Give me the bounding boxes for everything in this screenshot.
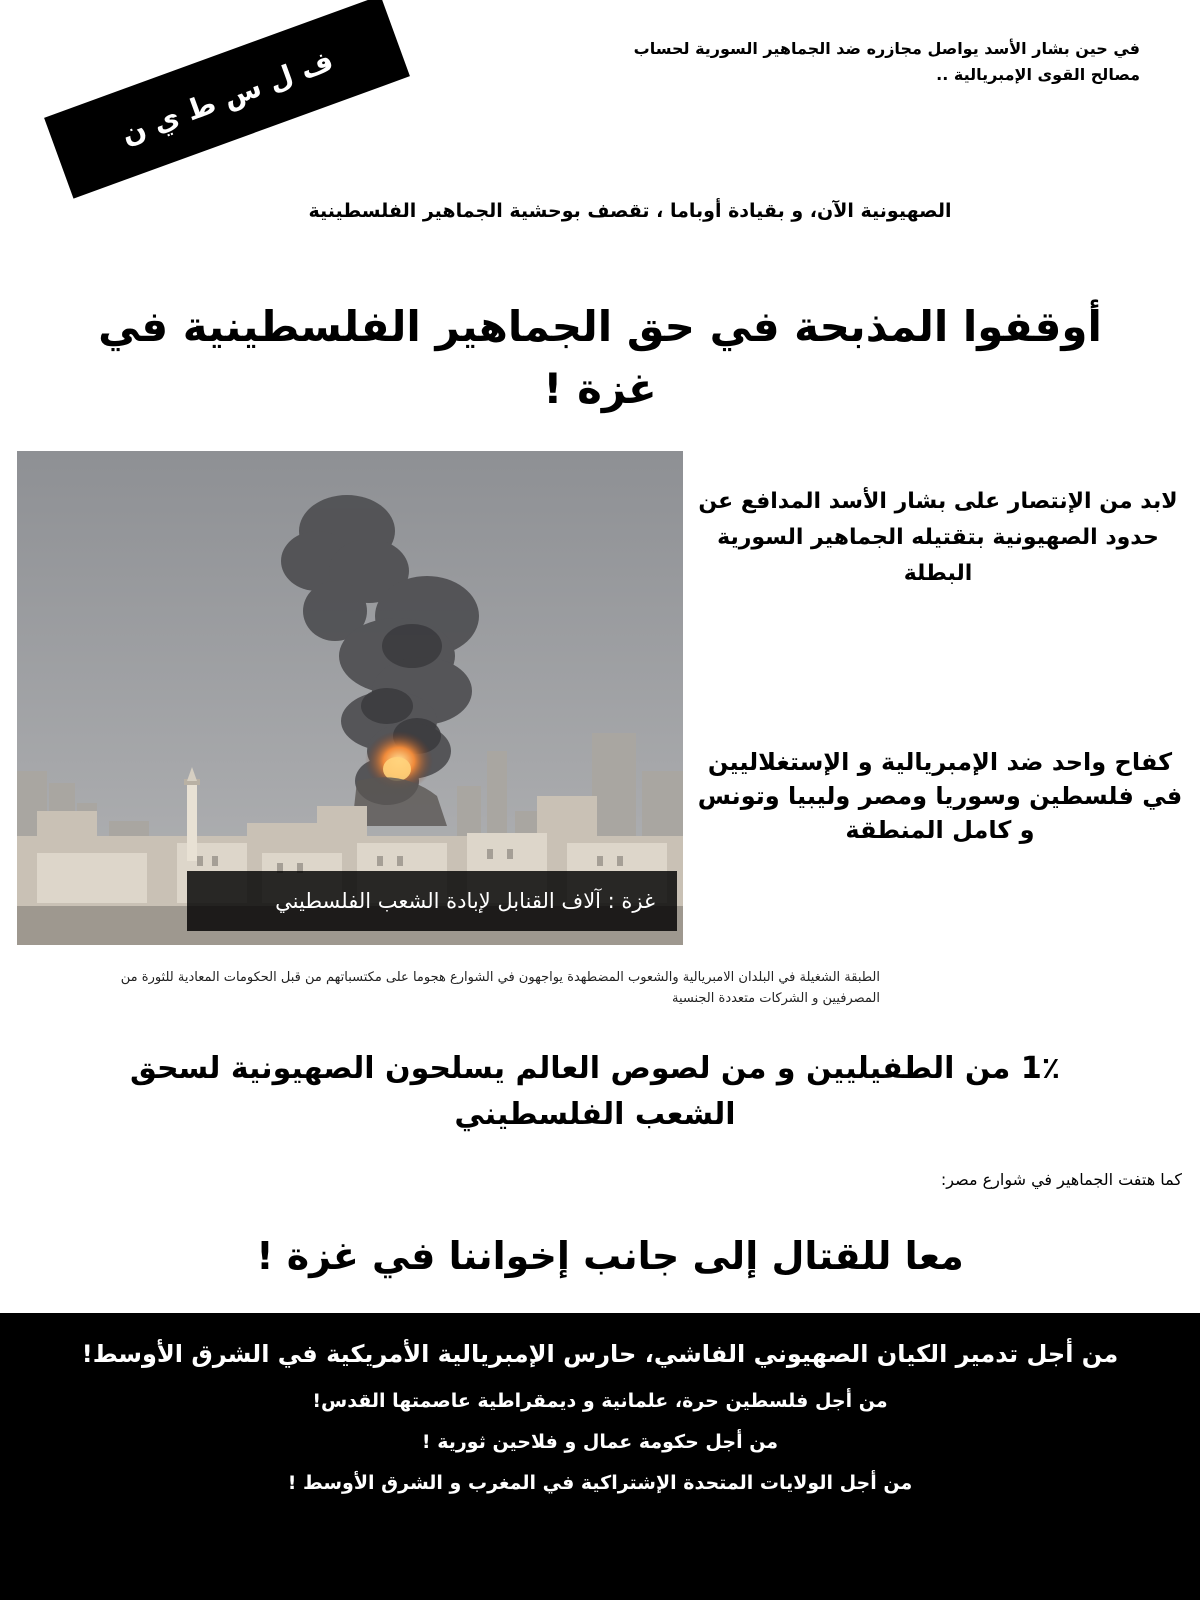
gaza-photo xyxy=(17,451,683,945)
footer-demand-palestine: من أجل فلسطين حرة، علمانية و ديمقراطية عاصمتها القدس! xyxy=(312,1390,888,1412)
footer-main-demand: من أجل تدمير الكيان الصهيوني الفاشي، حارس الإمبريالية الأمريكية في الشرق الأوسط! xyxy=(81,1340,1119,1368)
footer-demand-government: من أجل حكومة عمال و فلاحين ثورية ! xyxy=(421,1431,779,1453)
footer-demands xyxy=(0,1313,1200,1600)
headline-parasites: 1٪ من الطفيليين و من لصوص العالم يسلحون الصهيونية لسحق الشعب الفلسطيني xyxy=(129,1051,1061,1132)
working-class-note: الطبقة الشغيلة في البلدان الامبريالية والشعوب المضطهدة يواجهون في الشوارع هجوما على مكتسباتهم من قبل الحكومات المعادية للثورة من المصرفيين و الشركات متعددة الجنسية xyxy=(120,970,880,1006)
side-text-assad: لابد من الإنتصار على بشار الأسد المدافع عن حدود الصهيونية بتقتيله الجماهير السورية البطلة xyxy=(698,489,1178,586)
main-title: أوقفوا المذبحة في حق الجماهير الفلسطينية في غزة ! xyxy=(98,302,1102,413)
subheading: الصهيونية الآن، و بقيادة أوباما ، تقصف بوحشية الجماهير الفلسطينية xyxy=(308,200,952,222)
intro-text: في حين بشار الأسد يواصل مجازره ضد الجماهير السورية لحساب مصالح القوى الإمبريالية .. xyxy=(633,39,1140,84)
banner-label: ف ل س ط ي ن xyxy=(116,43,338,151)
egypt-streets-intro: كما هتفت الجماهير في شوارع مصر: xyxy=(940,1170,1182,1189)
side-text-struggle: كفاح واحد ضد الإمبريالية و الإستغلاليين في فلسطين وسوريا ومصر وليبيا وتونس و كامل المنطقة xyxy=(697,748,1183,844)
palestine-banner xyxy=(44,0,410,199)
photo-caption: غزة : آلاف القنابل لإبادة الشعب الفلسطيني xyxy=(275,889,655,913)
photo-caption-box xyxy=(187,871,677,931)
slogan-fight-gaza: معا للقتال إلى جانب إخواننا في غزة ! xyxy=(256,1234,964,1278)
footer-demand-states: من أجل الولايات المتحدة الإشتراكية في المغرب و الشرق الأوسط ! xyxy=(287,1472,913,1494)
